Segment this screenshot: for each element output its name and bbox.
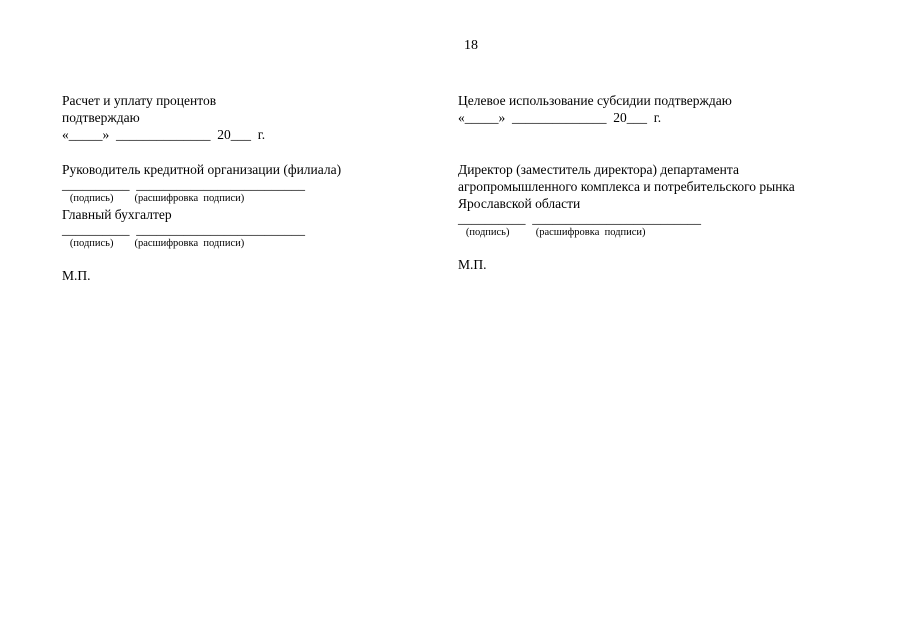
director-signature-line: __________ _________________________	[458, 211, 701, 226]
spacer	[458, 126, 878, 144]
credit-org-head-title: Руководитель кредитной организации (филиала)	[62, 162, 342, 177]
chief-accountant-title: Главный бухгалтер	[62, 207, 172, 222]
director-signature-caption: (подпись) (расшифровка подписи)	[458, 227, 646, 238]
right-confirm-line-1: Целевое использование субсидии подтверждаю	[458, 93, 732, 108]
credit-org-head-signature-line: __________ _________________________	[62, 177, 305, 192]
spacer	[62, 251, 442, 267]
right-signature-block	[458, 92, 878, 273]
chief-accountant-signature-caption: (подпись) (расшифровка подписи)	[62, 238, 245, 249]
left-signature-block	[62, 92, 442, 284]
right-date-line: «_____» ______________ 20___ г.	[458, 110, 662, 125]
left-confirm-line-2: подтверждаю	[62, 110, 140, 125]
left-date-line: «_____» ______________ 20___ г.	[62, 127, 266, 142]
director-title-line-1: Директор (заместитель директора) департамента	[458, 162, 739, 177]
credit-org-head-signature-caption: (подпись) (расшифровка подписи)	[62, 193, 245, 204]
director-title-line-2: агропромышленного комплекса и потребительского рынка	[458, 179, 795, 194]
director-title-line-3: Ярославской области	[458, 196, 581, 211]
spacer	[62, 143, 442, 161]
chief-accountant-signature-line: __________ _________________________	[62, 222, 305, 237]
spacer	[458, 144, 878, 161]
left-confirm-line-1: Расчет и уплату процентов	[62, 93, 217, 108]
left-stamp-mark: М.П.	[62, 268, 91, 283]
page-number: 18	[464, 38, 478, 53]
right-stamp-mark: М.П.	[458, 257, 487, 272]
spacer	[458, 240, 878, 256]
